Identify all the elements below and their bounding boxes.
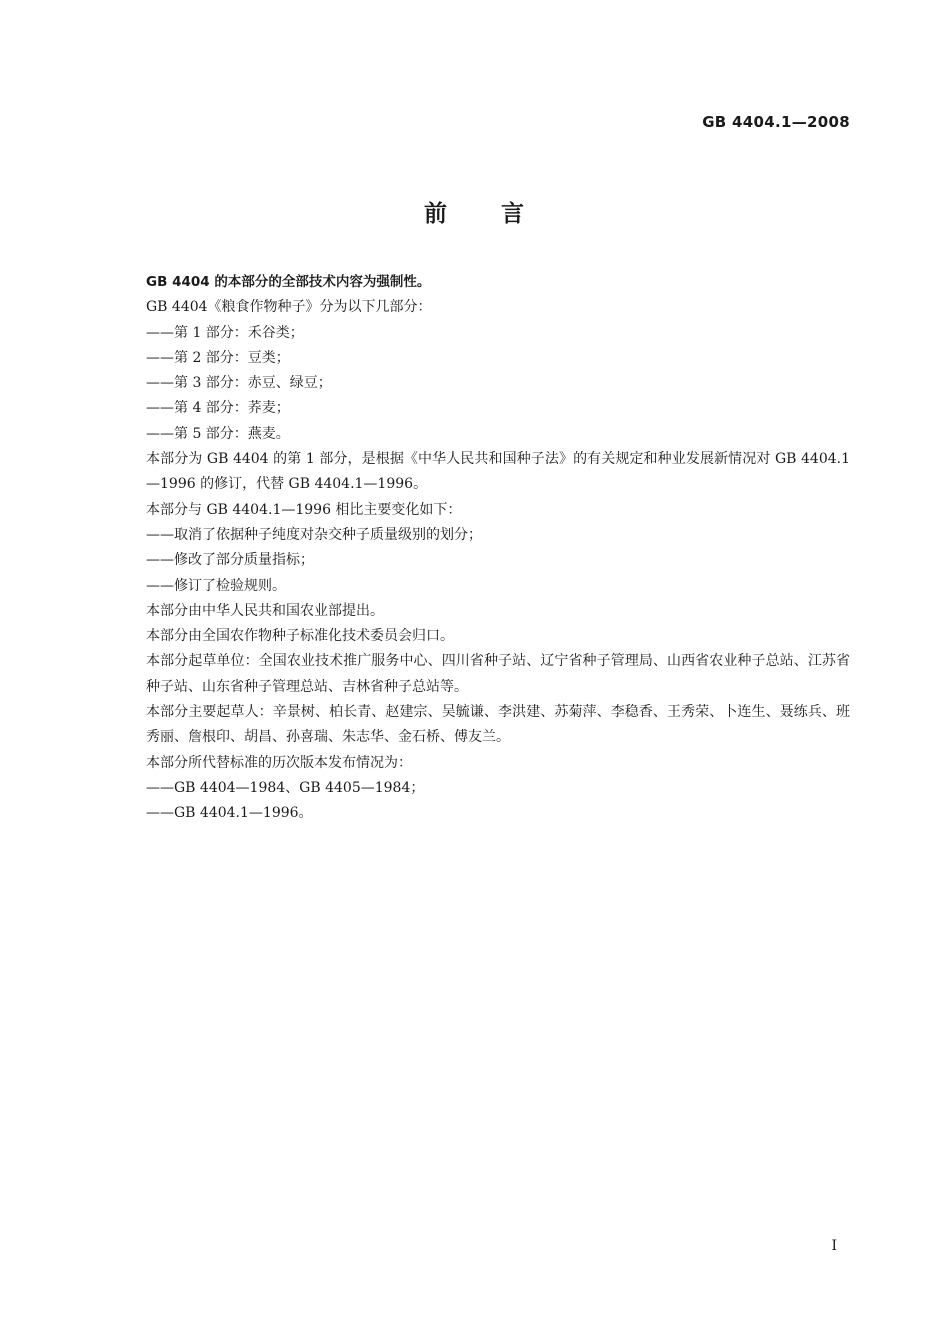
drafters: 本部分主要起草人：辛景树、柏长青、赵建宗、吴毓谦、李洪建、苏菊萍、李稳香、王秀荣、卜连生、聂练兵、班秀丽、詹根印、胡昌、孙喜瑞、朱志华、金石桥、傅友兰。 [146,704,850,746]
page-title-char-2: 言 [501,201,526,227]
foreword-body [113,270,850,827]
list-item-part-4: ——第 4 部分：荞麦； [146,400,290,417]
list-item-part-3: ——第 3 部分：赤豆、绿豆； [146,375,332,392]
proposer-statement: 本部分由中华人民共和国农业部提出。 [146,602,384,619]
history-item-1: ——GB 4404—1984、GB 4405—1984； [146,779,425,796]
list-item-part-2: ——第 2 部分：豆类； [146,349,290,366]
page-title [0,195,950,228]
revision-statement: 本部分为 GB 4404 的第 1 部分，是根据《中华人民共和国种子法》的有关规定和种业发展新情况对 GB 4404.1—1996 的修订，代替 GB 4404.1—1996。 [146,451,850,493]
standard-number: GB 4404.1—2008 [702,113,850,131]
change-item-1: ——取消了依据种子纯度对杂交种子质量级别的划分； [146,526,482,543]
mandatory-statement: GB 4404 的本部分的全部技术内容为强制性。 [146,274,431,290]
list-item-part-5: ——第 5 部分：燕麦。 [146,425,290,442]
history-item-2: ——GB 4404.1—1996。 [146,805,313,822]
committee-statement: 本部分由全国农作物种子标准化技术委员会归口。 [146,628,454,645]
parts-intro: GB 4404《粮食作物种子》分为以下几部分： [146,299,432,316]
change-item-2: ——修改了部分质量指标； [146,552,314,569]
list-item-part-1: ——第 1 部分：禾谷类； [146,324,304,341]
changes-intro: 本部分与 GB 4404.1—1996 相比主要变化如下： [146,501,462,518]
drafting-units: 本部分起草单位：全国农业技术推广服务中心、四川省种子站、辽宁省种子管理局、山西省农业种子总站、江苏省种子站、山东省种子管理总站、吉林省种子总站等。 [146,653,850,695]
change-item-3: ——修订了检验规则。 [146,577,286,594]
page-number: I [831,1238,837,1254]
page-title-char-1: 前 [424,201,449,227]
history-intro: 本部分所代替标准的历次版本发布情况为： [146,754,412,771]
